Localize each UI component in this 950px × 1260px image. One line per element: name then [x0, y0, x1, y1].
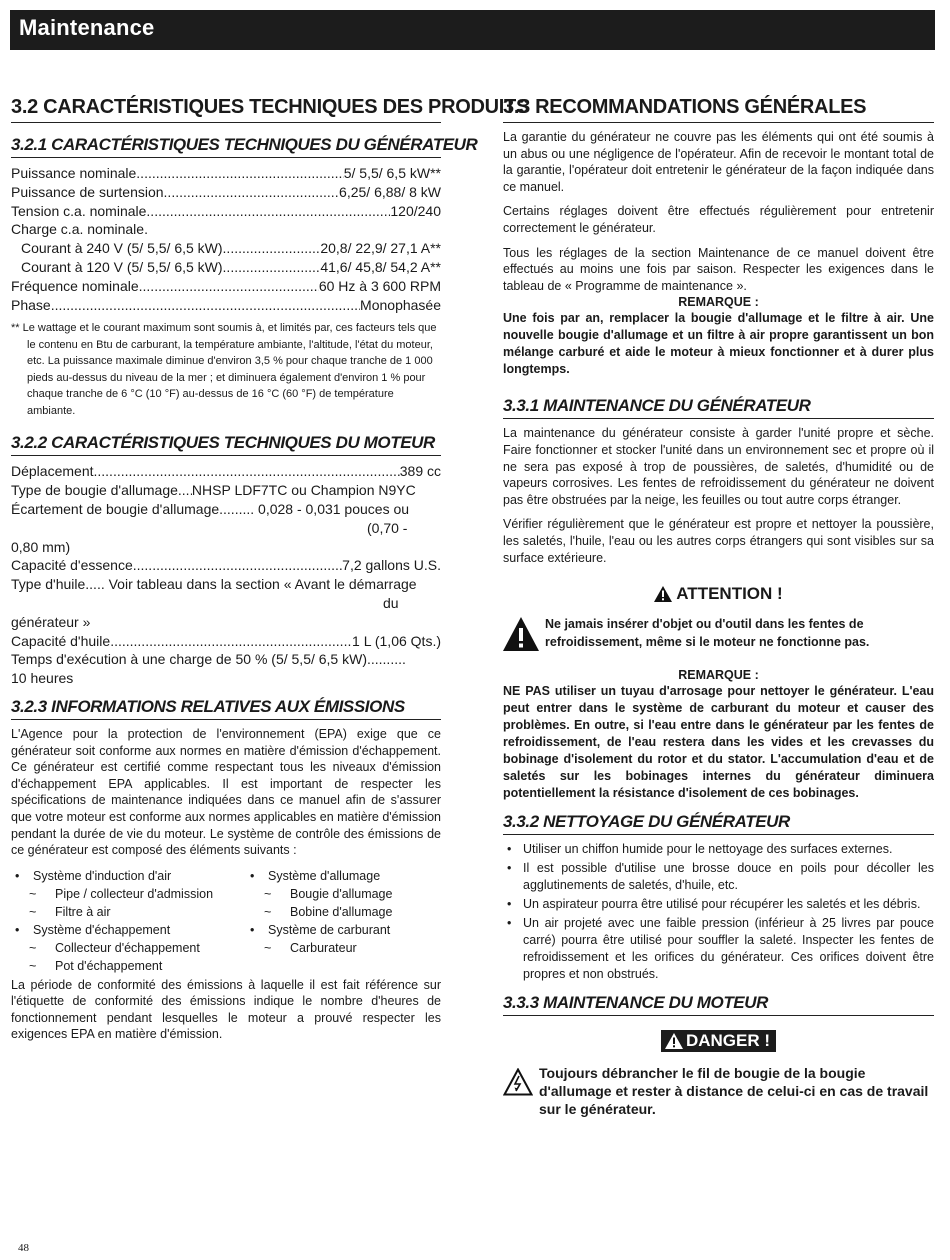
spec-row: Déplacement ..... 389 cc — [11, 462, 441, 481]
runtime-line: 10 heures — [11, 670, 74, 687]
warning-triangle-icon — [654, 586, 672, 602]
remark-text: Une fois par an, remplacer la bougie d'allumage et le filtre à air. Une nouvelle bougie d'allumage et un filtre à air propre garantissent un bon mélange carburé et aide le moteur à mieux fonctionner et à durer plus longtemps. — [503, 311, 934, 377]
spec-row: Puissance de surtension ..... 6,25/ 6,88/ 8 kW — [11, 183, 441, 202]
page-number: 48 — [18, 1242, 29, 1254]
list-item: • Système d'échappement — [15, 922, 171, 937]
paragraph: La garantie du générateur ne couvre pas les éléments qui ont été soumis à un abus ou une négligence de l'opérateur. Afin de recevoir le montant total de la garantie, l'opérateur doit entretenir le générateur de la façon indiquée dans ce manuel. — [503, 130, 934, 194]
remark-title: REMARQUE : — [678, 295, 759, 310]
electric-shock-warning-icon — [503, 1068, 533, 1096]
footnote: ** Le wattage et le courant maximum sont soumis à, et limités par, ces facteurs tels que le contenu en Btu de carburant, la température ambiante, l'altitude, l'état du moteur, etc. La puissance maximale diminue d'environ 3,5 % pour chaque tranche de 1 000 pieds au-dessus du niveau de la mer ; et diminuera également d'environ 1 % pour chaque tranche de 6 °C (10 °F) au-dessus de 16 °C (60 °F) de température ambiante. — [11, 322, 437, 417]
list-subitem: ~ Bobine d'allumage — [264, 904, 393, 919]
list-item: • Il est possible d'utilise une brosse douce en poils pour décoller les agglutinements de saletés, d'huile, etc. — [503, 860, 934, 894]
spec-row: Type de bougie d'allumage ..... NHSP LDF7TC ou Champion N9YC — [11, 481, 441, 500]
list-item: • Système de carburant — [250, 922, 391, 937]
charge-label: Charge c.a. nominale. — [11, 221, 148, 238]
list-subitem: ~ Pipe / collecteur d'admission — [29, 886, 214, 901]
generator-specs — [11, 164, 441, 314]
attention-header — [503, 584, 934, 607]
spec-row: Courant à 240 V (5/ 5,5/ 6,5 kW) ..... 20,8/ 22,9/ 27,1 A** — [11, 239, 441, 258]
paragraph: Tous les réglages de la section Maintenance de ce manuel doivent être effectués au moins une fois par saison. Respecter les exigences dans le tableau de « Programme de maintenance ». — [503, 245, 934, 293]
list-subitem: ~ Bougie d'allumage — [264, 886, 393, 901]
paragraph: Vérifier régulièrement que le générateur est propre et nettoyer la poussière, les saletés, l'huile, l'eau ou les autres corps étrangers qui sont visibles sur sa surface extérieure. — [503, 517, 934, 565]
emissions-paragraph: L'Agence pour la protection de l'environnement (EPA) exige que ce générateur soit conforme aux normes en matière d'émission d'échappement. Ce générateur est certifié comme respectant tous les niveaux d'émission d'échappement EPA applicables. Il est important de respecter les spécifications de maintenance indiquées dans ce manuel afin de s'assurer que votre moteur est conforme aux normes applicables en matière d'émission pendant la durée de vie du moteur. Le système de contrôle des émissions de ce générateur est composé des éléments suivants : — [11, 726, 441, 858]
section-3-2-2-title: 3.2.2 CARACTÉRISTIQUES TECHNIQUES DU MOTEUR — [11, 433, 441, 456]
warning-triangle-icon — [665, 1033, 683, 1049]
left-column — [11, 96, 529, 1043]
danger-header — [503, 1030, 934, 1054]
list-subitem: ~ Carburateur — [264, 940, 357, 955]
emissions-column — [11, 867, 246, 975]
section-3-3-title: 3.3 RECOMMANDATIONS GÉNÉRALES — [503, 96, 934, 123]
list-subitem: ~ Collecteur d'échappement — [29, 940, 200, 955]
emissions-column — [246, 867, 441, 975]
list-subitem: ~ Pot d'échappement — [29, 958, 163, 973]
spec-row: Fréquence nominale ..... 60 Hz à 3 600 RPM — [11, 277, 441, 296]
section-3-3-1-title: 3.3.1 MAINTENANCE DU GÉNÉRATEUR — [503, 396, 934, 419]
remark-text: NE PAS utiliser un tuyau d'arrosage pour nettoyer le générateur. L'eau peut entrer dans le système de carburant du moteur et causer des problèmes. En outre, si l'eau entre dans le générateur par les fentes de refroidissement, de l'eau restera dans les vides et les crevasses du bobinage d'isolement du rotor et du stator. L'accumulation d'eau et de saletés sur les bobinages internes du générateur diminuera potentiellement la résistance d'isolement de ces bobinages. — [503, 684, 934, 801]
right-column — [503, 96, 934, 1134]
section-3-2-1-title: 3.2.1 CARACTÉRISTIQUES TECHNIQUES DU GÉNÉRATEUR — [11, 135, 441, 158]
page-title: Maintenance — [19, 15, 155, 40]
emissions-components — [11, 867, 441, 975]
spec-row: Phase ..... Monophasée — [11, 296, 441, 315]
danger-text: Toujours débrancher le fil de bougie de la bougie d'allumage et rester à distance de celui-ci en cas de travail sur le générateur. — [539, 1065, 929, 1118]
spark-gap-line: Écartement de bougie d'allumage......... 0,028 - 0,031 pouces ou — [11, 500, 410, 517]
attention-block — [503, 615, 934, 651]
attention-label: ATTENTION ! — [676, 584, 783, 604]
danger-block — [503, 1064, 934, 1118]
spec-row: Capacité d'essence ..... 7,2 gallons U.S. — [11, 556, 441, 575]
engine-specs — [11, 462, 441, 688]
danger-badge — [661, 1030, 776, 1052]
runtime-line: Temps d'exécution à une charge de 50 % (5/ 5,5/ 6,5 kW).......... — [11, 651, 406, 668]
section-3-3-3-title: 3.3.3 MAINTENANCE DU MOTEUR — [503, 993, 934, 1016]
danger-label: DANGER ! — [685, 1031, 771, 1051]
list-item: • Un air projeté avec une faible pression (inférieur à 25 livres par pouce carré) pourra être utilisé pour souffler la saleté. Inspecter les fentes de refroidissement et les orifices du générateur. Ces orifices doivent être propres et non obstrués. — [503, 915, 934, 983]
warning-triangle-icon — [503, 617, 539, 651]
section-3-2-title: 3.2 CARACTÉRISTIQUES TECHNIQUES DES PRODUITS — [11, 96, 441, 123]
cleaning-list — [503, 841, 934, 983]
list-item: • Système d'induction d'air — [15, 868, 172, 883]
spark-gap-line: 0,80 mm) — [11, 538, 71, 555]
attention-text: Ne jamais insérer d'objet ou d'outil dans les fentes de refroidissement, même si le moteur ne fonctionne pas. — [545, 617, 870, 650]
emissions-paragraph-2: La période de conformité des émissions à laquelle il est fait référence sur l'étiquette de conformité des émissions indique le nombre d'heures de fonctionnement pendant lesquelles le moteur a prouvé respecter les exigences EPA en matière d'émission. — [11, 977, 441, 1042]
section-3-3-2-title: 3.3.2 NETTOYAGE DU GÉNÉRATEUR — [503, 812, 934, 835]
list-item: • Utiliser un chiffon humide pour le nettoyage des surfaces externes. — [503, 841, 934, 858]
oil-type-line: générateur » — [11, 613, 91, 630]
spark-gap-line: (0,70 - — [367, 519, 408, 536]
list-item: • Système d'allumage — [250, 868, 381, 883]
oil-type-line: du — [383, 594, 399, 611]
section-3-2-3-title: 3.2.3 INFORMATIONS RELATIVES AUX ÉMISSIONS — [11, 697, 441, 720]
list-item: • Un aspirateur pourra être utilisé pour récupérer les saletés et les débris. — [503, 896, 934, 913]
spec-row: Capacité d'huile ..... 1 L (1,06 Qts.) — [11, 632, 441, 651]
remark-title: REMARQUE : — [678, 668, 759, 683]
spec-row: Courant à 120 V (5/ 5,5/ 6,5 kW) ..... 41,6/ 45,8/ 54,2 A** — [11, 258, 441, 277]
spec-row: Puissance nominale ..... 5/ 5,5/ 6,5 kW** — [11, 164, 441, 183]
paragraph: La maintenance du générateur consiste à garder l'unité propre et sèche. Faire fonctionner et stocker l'unité dans un environnement sec et propre où il ne sera pas exposé à trop de poussières, de saletés, d'humidité ou de vapeurs corrosives. Les fentes de refroidissement du générateur ne doivent pas être obstruées par la neige, les feuilles ou tout autre corps étranger. — [503, 426, 934, 507]
list-subitem: ~ Filtre à air — [29, 904, 111, 919]
paragraph: Certains réglages doivent être effectués régulièrement pour entretenir correctement le générateur. — [503, 204, 934, 235]
header-bar — [10, 10, 935, 50]
spec-row: Tension c.a. nominale ..... 120/240 — [11, 202, 441, 221]
oil-type-line: Type d'huile..... Voir tableau dans la section « Avant le démarrage — [11, 576, 417, 593]
